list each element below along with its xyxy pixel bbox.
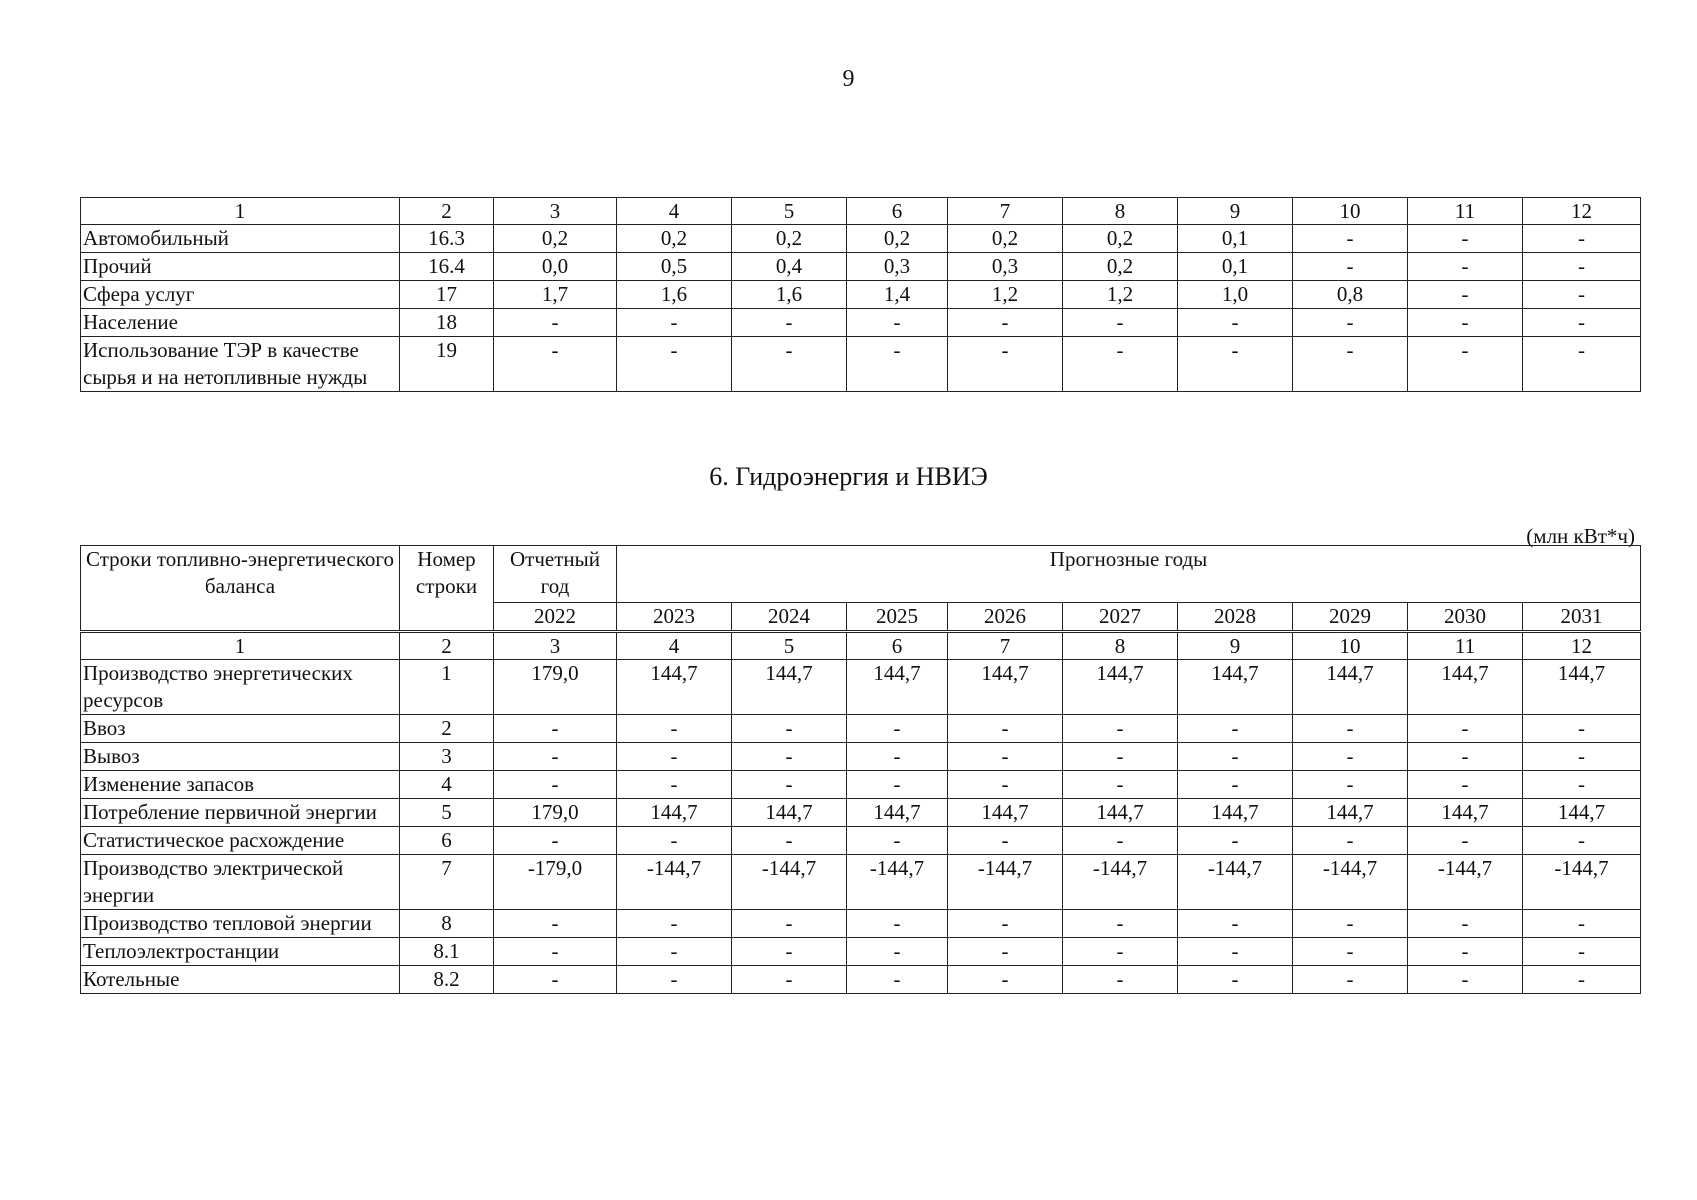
cell-value: - (1408, 309, 1523, 337)
column-number: 5 (732, 632, 847, 660)
cell-value: - (732, 966, 847, 994)
cell-value: - (1293, 309, 1408, 337)
cell-value: - (494, 938, 617, 966)
column-number: 3 (494, 198, 617, 225)
cell-value: - (1293, 938, 1408, 966)
cell-value: - (732, 938, 847, 966)
row-name: Вывоз (81, 743, 400, 771)
row-name: Статистическое расхождение (81, 827, 400, 855)
cell-value: - (1063, 309, 1178, 337)
cell-value: 0,8 (1293, 281, 1408, 309)
cell-value: 0,2 (1063, 253, 1178, 281)
column-number: 1 (81, 198, 400, 225)
cell-value: - (1523, 827, 1641, 855)
cell-value: - (732, 910, 847, 938)
cell-value: 0,2 (617, 225, 732, 253)
cell-value: - (847, 938, 948, 966)
cell-value: - (732, 771, 847, 799)
cell-value: 0,3 (847, 253, 948, 281)
cell-value: 144,7 (1523, 799, 1641, 827)
header-row (81, 546, 1641, 603)
cell-value: 0,3 (948, 253, 1063, 281)
row-code: 16.3 (400, 225, 494, 253)
cell-value: - (732, 827, 847, 855)
table-row (81, 225, 1641, 253)
cell-value: - (1063, 715, 1178, 743)
cell-value: - (732, 715, 847, 743)
column-number: 2 (400, 632, 494, 660)
table-row (81, 938, 1641, 966)
cell-value: 144,7 (732, 799, 847, 827)
row-name: Использование ТЭР в качестве сырья и на нетопливные нужды (81, 337, 400, 392)
cell-value: - (948, 966, 1063, 994)
cell-value: - (948, 309, 1063, 337)
cell-value: 1,4 (847, 281, 948, 309)
column-number: 12 (1523, 632, 1641, 660)
cell-value: - (847, 966, 948, 994)
cell-value: - (1063, 910, 1178, 938)
cell-value: - (1293, 771, 1408, 799)
column-number: 5 (732, 198, 847, 225)
cell-value: - (1523, 771, 1641, 799)
column-number-row (81, 632, 1641, 660)
column-number: 8 (1063, 198, 1178, 225)
cell-value: - (494, 771, 617, 799)
cell-value: - (1408, 966, 1523, 994)
cell-value: - (1063, 827, 1178, 855)
cell-value: 1,2 (1063, 281, 1178, 309)
cell-value: 144,7 (1063, 660, 1178, 715)
cell-value: - (1523, 253, 1641, 281)
cell-value: - (494, 743, 617, 771)
row-code: 8 (400, 910, 494, 938)
column-number: 4 (617, 632, 732, 660)
cell-value: 0,2 (494, 225, 617, 253)
column-number-row (81, 198, 1641, 225)
cell-value: - (1178, 771, 1293, 799)
cell-value: - (1523, 938, 1641, 966)
unit-label: (млн кВт*ч) (1526, 524, 1635, 548)
cell-value: - (494, 309, 617, 337)
row-name: Производство энергетических ресурсов (81, 660, 400, 715)
cell-value: - (617, 309, 732, 337)
cell-value: 144,7 (948, 799, 1063, 827)
row-name: Котельные (81, 966, 400, 994)
column-number: 4 (617, 198, 732, 225)
cell-value: 1,2 (948, 281, 1063, 309)
row-code: 7 (400, 855, 494, 910)
header-report-year: 2022 (494, 603, 617, 632)
cell-value: 179,0 (494, 660, 617, 715)
cell-value: - (847, 715, 948, 743)
cell-value: - (494, 966, 617, 994)
column-number: 3 (494, 632, 617, 660)
row-name: Потребление первичной энергии (81, 799, 400, 827)
cell-value: -144,7 (1408, 855, 1523, 910)
row-code: 5 (400, 799, 494, 827)
cell-value: - (1523, 281, 1641, 309)
cell-value: -144,7 (1293, 855, 1408, 910)
cell-value: - (1293, 225, 1408, 253)
cell-value: - (1408, 225, 1523, 253)
cell-value: 179,0 (494, 799, 617, 827)
cell-value: - (1063, 743, 1178, 771)
column-number: 11 (1408, 632, 1523, 660)
cell-value: - (1178, 966, 1293, 994)
cell-value: - (1178, 743, 1293, 771)
cell-value: - (1063, 966, 1178, 994)
cell-value: - (1408, 938, 1523, 966)
row-code: 18 (400, 309, 494, 337)
row-name: Производство электрической энергии (81, 855, 400, 910)
row-code: 3 (400, 743, 494, 771)
cell-value: - (1293, 743, 1408, 771)
cell-value: - (948, 771, 1063, 799)
cell-value: 144,7 (1523, 660, 1641, 715)
column-number: 10 (1293, 198, 1408, 225)
section-title: 6. Гидроэнергия и НВИЭ (709, 462, 988, 491)
header-year: 2023 (617, 603, 732, 632)
header-year: 2030 (1408, 603, 1523, 632)
page-number: 9 (842, 66, 855, 92)
cell-value: 0,2 (1063, 225, 1178, 253)
cell-value: - (948, 337, 1063, 392)
table-row (81, 771, 1641, 799)
cell-value: 144,7 (1293, 660, 1408, 715)
cell-value: - (847, 337, 948, 392)
bottom-table (80, 545, 1641, 994)
table-row (81, 253, 1641, 281)
cell-value: - (494, 337, 617, 392)
cell-value: - (617, 337, 732, 392)
cell-value: 0,2 (948, 225, 1063, 253)
row-name: Автомобильный (81, 225, 400, 253)
cell-value: - (1523, 743, 1641, 771)
cell-value: - (1523, 225, 1641, 253)
cell-value: 144,7 (1293, 799, 1408, 827)
table-row (81, 309, 1641, 337)
cell-value: -144,7 (732, 855, 847, 910)
cell-value: - (1293, 827, 1408, 855)
cell-value: - (847, 827, 948, 855)
cell-value: 1,7 (494, 281, 617, 309)
cell-value: 0,1 (1178, 225, 1293, 253)
cell-value: - (1408, 827, 1523, 855)
cell-value: - (1408, 715, 1523, 743)
cell-value: 144,7 (617, 660, 732, 715)
cell-value: - (617, 827, 732, 855)
header-year: 2028 (1178, 603, 1293, 632)
cell-value: 0,5 (617, 253, 732, 281)
cell-value: - (1523, 309, 1641, 337)
header-report-year-label: Отчетный год (494, 546, 617, 603)
table-row (81, 281, 1641, 309)
row-code: 2 (400, 715, 494, 743)
cell-value: - (617, 910, 732, 938)
cell-value: - (1523, 966, 1641, 994)
row-name: Теплоэлектростанции (81, 938, 400, 966)
cell-value: - (494, 827, 617, 855)
row-code: 19 (400, 337, 494, 392)
cell-value: 0,1 (1178, 253, 1293, 281)
cell-value: 144,7 (617, 799, 732, 827)
cell-value: - (617, 938, 732, 966)
table-row (81, 799, 1641, 827)
row-code: 8.1 (400, 938, 494, 966)
table-row (81, 337, 1641, 392)
top-table (80, 197, 1641, 392)
cell-value: -144,7 (1523, 855, 1641, 910)
cell-value: - (1293, 910, 1408, 938)
table-row (81, 855, 1641, 910)
row-name: Производство тепловой энергии (81, 910, 400, 938)
cell-value: - (948, 910, 1063, 938)
cell-value: 144,7 (1408, 799, 1523, 827)
cell-value: - (1178, 715, 1293, 743)
cell-value: - (732, 309, 847, 337)
header-rows-name: Строки топливно-энергетического баланса (81, 546, 400, 632)
header-year: 2031 (1523, 603, 1641, 632)
table-row (81, 910, 1641, 938)
cell-value: - (847, 743, 948, 771)
header-year: 2027 (1063, 603, 1178, 632)
table-row (81, 827, 1641, 855)
row-code: 8.2 (400, 966, 494, 994)
cell-value: - (617, 743, 732, 771)
column-number: 6 (847, 198, 948, 225)
cell-value: - (948, 827, 1063, 855)
table-row (81, 715, 1641, 743)
cell-value: - (847, 309, 948, 337)
cell-value: - (1293, 337, 1408, 392)
cell-value: - (1293, 253, 1408, 281)
cell-value: -144,7 (948, 855, 1063, 910)
header-year: 2024 (732, 603, 847, 632)
cell-value: - (732, 743, 847, 771)
cell-value: - (617, 966, 732, 994)
cell-value: - (1408, 910, 1523, 938)
cell-value: - (948, 743, 1063, 771)
cell-value: - (1178, 309, 1293, 337)
cell-value: - (617, 715, 732, 743)
cell-value: - (1178, 910, 1293, 938)
cell-value: - (617, 771, 732, 799)
column-number: 11 (1408, 198, 1523, 225)
cell-value: 144,7 (1408, 660, 1523, 715)
row-name: Ввоз (81, 715, 400, 743)
cell-value: 1,6 (617, 281, 732, 309)
column-number: 7 (948, 632, 1063, 660)
row-name: Сфера услуг (81, 281, 400, 309)
cell-value: - (1523, 337, 1641, 392)
cell-value: - (948, 938, 1063, 966)
cell-value: - (1063, 337, 1178, 392)
cell-value: 144,7 (1178, 799, 1293, 827)
table-row (81, 966, 1641, 994)
cell-value: - (1408, 253, 1523, 281)
header-year: 2026 (948, 603, 1063, 632)
cell-value: -144,7 (617, 855, 732, 910)
cell-value: - (1408, 281, 1523, 309)
cell-value: -179,0 (494, 855, 617, 910)
cell-value: - (1408, 771, 1523, 799)
cell-value: 0,0 (494, 253, 617, 281)
row-code: 17 (400, 281, 494, 309)
column-number: 8 (1063, 632, 1178, 660)
cell-value: - (1408, 337, 1523, 392)
cell-value: - (1523, 910, 1641, 938)
cell-value: - (1293, 715, 1408, 743)
cell-value: 144,7 (847, 660, 948, 715)
row-code: 4 (400, 771, 494, 799)
header-row-number: Номер строки (400, 546, 494, 632)
row-code: 1 (400, 660, 494, 715)
cell-value: - (1523, 715, 1641, 743)
cell-value: 144,7 (1178, 660, 1293, 715)
cell-value: 144,7 (1063, 799, 1178, 827)
column-number: 7 (948, 198, 1063, 225)
table-row (81, 743, 1641, 771)
column-number: 9 (1178, 632, 1293, 660)
cell-value: - (847, 910, 948, 938)
cell-value: -144,7 (847, 855, 948, 910)
row-code: 6 (400, 827, 494, 855)
cell-value: 0,4 (732, 253, 847, 281)
cell-value: - (948, 715, 1063, 743)
cell-value: - (732, 337, 847, 392)
cell-value: 144,7 (847, 799, 948, 827)
row-code: 16.4 (400, 253, 494, 281)
row-name: Население (81, 309, 400, 337)
cell-value: -144,7 (1063, 855, 1178, 910)
row-name: Изменение запасов (81, 771, 400, 799)
cell-value: - (1293, 966, 1408, 994)
cell-value: 1,6 (732, 281, 847, 309)
cell-value: 0,2 (732, 225, 847, 253)
cell-value: 144,7 (948, 660, 1063, 715)
cell-value: -144,7 (1178, 855, 1293, 910)
header-year: 2029 (1293, 603, 1408, 632)
header-year: 2025 (847, 603, 948, 632)
cell-value: - (1178, 337, 1293, 392)
cell-value: - (847, 771, 948, 799)
cell-value: - (1063, 771, 1178, 799)
cell-value: - (1408, 743, 1523, 771)
header-forecast-years: Прогнозные годы (617, 546, 1641, 603)
cell-value: 0,2 (847, 225, 948, 253)
column-number: 12 (1523, 198, 1641, 225)
column-number: 10 (1293, 632, 1408, 660)
cell-value: - (1063, 938, 1178, 966)
cell-value: - (1178, 938, 1293, 966)
column-number: 9 (1178, 198, 1293, 225)
table-row (81, 660, 1641, 715)
cell-value: 1,0 (1178, 281, 1293, 309)
row-name: Прочий (81, 253, 400, 281)
cell-value: 144,7 (732, 660, 847, 715)
column-number: 1 (81, 632, 400, 660)
column-number: 2 (400, 198, 494, 225)
cell-value: - (494, 910, 617, 938)
column-number: 6 (847, 632, 948, 660)
cell-value: - (1178, 827, 1293, 855)
cell-value: - (494, 715, 617, 743)
